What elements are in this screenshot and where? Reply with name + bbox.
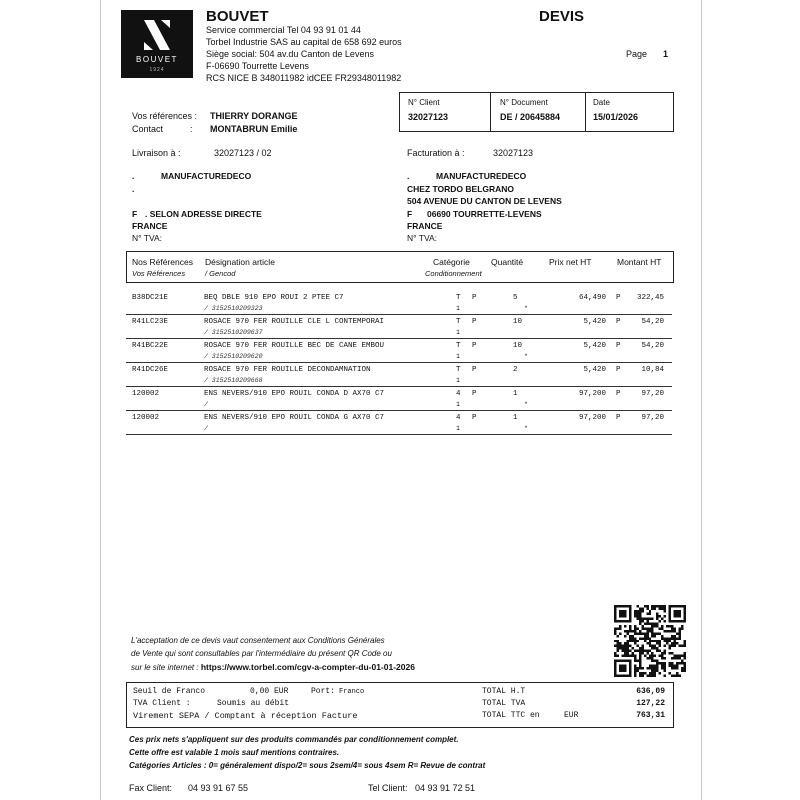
row-star: * [524, 305, 528, 312]
tel-client-value: 04 93 91 72 51 [415, 783, 476, 793]
logo-since-text: 1924 [149, 67, 165, 73]
column-header-categorie: Catégorie [433, 257, 470, 267]
row-reference: B38DC21E [132, 294, 169, 302]
row-quantity: 1 [513, 390, 518, 398]
fax-client-label: Fax Client: [129, 783, 173, 793]
page-number: 1 [663, 49, 669, 59]
table-row [126, 386, 672, 411]
billing-dot: . [407, 171, 410, 181]
payment-terms: Virement SEPA / Comptant à réception Facture [133, 711, 358, 721]
row-unit: P [616, 366, 621, 374]
cgv-line: L'acceptation de ce devis vaut consentement aux Conditions Générales [131, 636, 385, 645]
row-conditionnement: 1 [456, 329, 460, 336]
row-category: T [456, 342, 461, 350]
row-price: 97,200 [578, 414, 606, 422]
billing-country: FRANCE [407, 221, 443, 231]
row-star: * [524, 353, 528, 360]
table-row [126, 290, 672, 315]
seuil-franco-value: 0,00 EUR [250, 687, 289, 696]
row-designation: ROSACE 970 FER ROUILLE CLE L CONTEMPORAI [204, 318, 385, 326]
delivery-country: FRANCE [132, 221, 168, 231]
row-gencod: / 3152510209668 [204, 377, 263, 384]
total-ht-value: 636,09 [636, 687, 665, 696]
billing-country-code: F [407, 209, 413, 219]
facturation-value: 32027123 [493, 148, 534, 158]
table-row [126, 362, 672, 387]
row-price: 97,200 [578, 390, 606, 398]
row-amount: 97,20 [641, 414, 664, 422]
company-line: F-06690 Tourrette Levens [206, 61, 309, 71]
row-reference: 120002 [132, 390, 160, 398]
row-quantity: 10 [513, 318, 523, 326]
logo-brand-text: BOUVET [136, 55, 178, 64]
row-pack: P [472, 318, 477, 326]
total-tva-label: TOTAL TVA [482, 699, 526, 708]
row-category: 4 [456, 414, 461, 422]
column-header-prix: Prix net HT [549, 257, 592, 267]
contact-value: MONTABRUN Emilie [210, 124, 298, 134]
company-line: Siège social: 504 av.du Canton de Levens [206, 49, 374, 59]
row-conditionnement: 1 [456, 353, 460, 360]
table-row [126, 314, 672, 339]
row-pack: P [472, 294, 477, 302]
column-header-refs: Nos Références [132, 257, 193, 267]
tva-client-value: Soumis au débit [217, 699, 290, 708]
row-designation: ROSACE 970 FER ROUILLE BEC DE CANE EMBOU [204, 342, 385, 350]
note-line: Catégories Articles : 0= généralement dispo/2= sous 2sem/4= sous 4sem R= Revue de contrat [129, 761, 486, 770]
company-line: Torbel Industrie SAS au capital de 658 692 euros [206, 37, 402, 47]
delivery-country-code: F [132, 209, 138, 219]
row-category: T [456, 294, 461, 302]
fax-client-value: 04 93 91 67 55 [188, 783, 249, 793]
livraison-value: 32027123 / 02 [214, 148, 272, 158]
total-ttc-value: 763,31 [636, 711, 665, 720]
contact-label: Contact [132, 124, 164, 134]
total-tva-value: 127,22 [636, 699, 665, 708]
row-amount: 97,20 [641, 390, 664, 398]
row-gencod: / [204, 401, 208, 408]
row-unit: P [616, 414, 621, 422]
contact-colon: : [190, 124, 193, 134]
billing-line: 06690 TOURRETTE-LEVENS [427, 209, 542, 219]
row-price: 5,420 [583, 342, 606, 350]
seuil-franco-label: Seuil de Franco [133, 687, 206, 696]
row-conditionnement: 1 [456, 401, 460, 408]
date-value: 15/01/2026 [593, 112, 639, 122]
row-reference: 120002 [132, 414, 160, 422]
row-pack: P [472, 390, 477, 398]
cgv-line [131, 662, 415, 672]
row-star: * [524, 425, 528, 432]
document-number-value: DE / 20645884 [500, 112, 561, 122]
bouvet-logo [121, 10, 193, 78]
billing-tva: N° TVA: [407, 233, 438, 243]
table-row [126, 410, 672, 435]
row-quantity: 1 [513, 414, 518, 422]
row-unit: P [616, 390, 621, 398]
row-amount: 322,45 [636, 294, 664, 302]
row-designation: ENS NEVERS/910 EPO ROUIL CONDA G AX70 C7 [204, 414, 385, 422]
row-pack: P [472, 414, 477, 422]
cgv-url-link[interactable]: https://www.torbel.com/cgv-a-compter-du-01-01-2026 [200, 662, 415, 672]
page-label: Page [626, 49, 648, 59]
cgv-site-label: sur le site internet : [131, 663, 199, 672]
document-title: DEVIS [539, 8, 585, 25]
tel-client-label: Tel Client: [368, 783, 408, 793]
row-designation: ENS NEVERS/910 EPO ROUIL CONDA D AX70 C7 [204, 390, 385, 398]
billing-line: 504 AVENUE DU CANTON DE LEVENS [407, 196, 562, 206]
delivery-dot: . [132, 171, 135, 181]
facturation-label: Facturation à : [407, 148, 465, 158]
row-pack: P [472, 342, 477, 350]
row-conditionnement: 1 [456, 305, 460, 312]
row-category: T [456, 366, 461, 374]
livraison-label: Livraison à : [132, 148, 181, 158]
row-quantity: 10 [513, 342, 523, 350]
column-header-montant: Montant HT [617, 257, 662, 267]
billing-name: MANUFACTUREDECO [436, 171, 527, 181]
qr-code-icon [614, 605, 686, 677]
billing-line: CHEZ TORDO BELGRANO [407, 184, 515, 194]
client-number-value: 32027123 [408, 112, 449, 122]
column-subheader-refs: Vos Références [132, 269, 186, 278]
row-price: 5,420 [583, 318, 606, 326]
row-amount: 10,84 [641, 366, 664, 374]
port-label: Port: [311, 687, 336, 696]
tva-client-label: TVA Client : [133, 699, 191, 708]
row-quantity: 5 [513, 294, 518, 302]
row-reference: R41LC23E [132, 318, 169, 326]
row-quantity: 2 [513, 366, 518, 374]
row-unit: P [616, 342, 621, 350]
row-conditionnement: 1 [456, 377, 460, 384]
document-number-label: N° Document [500, 98, 548, 107]
delivery-address-line: . SELON ADRESSE DIRECTE [145, 209, 262, 219]
port-value: Franco [339, 688, 365, 696]
row-reference: R41DC26E [132, 366, 169, 374]
column-subheader-conditionnement: Conditionnement [425, 269, 482, 278]
column-header-designation: Désignation article [205, 257, 275, 267]
items-table-header [126, 251, 674, 283]
row-amount: 54,20 [641, 342, 664, 350]
row-price: 5,420 [583, 366, 606, 374]
row-unit: P [616, 318, 621, 326]
cgv-line: de Vente qui sont consultables par l'intermédiaire du présent QR Code ou [131, 649, 392, 658]
row-conditionnement: 1 [456, 425, 460, 432]
row-price: 64,490 [578, 294, 606, 302]
company-name: BOUVET [206, 8, 269, 25]
vos-references-value: THIERRY DORANGE [210, 111, 298, 121]
row-gencod: / [204, 425, 208, 432]
row-designation: BEQ DBLE 910 EPO ROUI 2 PTEE C7 [204, 294, 344, 302]
total-ht-label: TOTAL H.T [482, 687, 526, 696]
column-header-quantite: Quantité [491, 257, 524, 267]
vos-references-label: Vos références : [132, 111, 198, 121]
row-category: 4 [456, 390, 461, 398]
document-page [100, 0, 702, 800]
row-category: T [456, 318, 461, 326]
row-pack: P [472, 366, 477, 374]
row-designation: ROSACE 970 FER ROUILLE DECONDAMNATION [204, 366, 371, 374]
row-reference: R41BC22E [132, 342, 169, 350]
client-number-label: N° Client [408, 98, 440, 107]
note-line: Cette offre est valable 1 mois sauf mentions contraires. [129, 748, 340, 757]
company-line: Service commercial Tel 04 93 91 01 44 [206, 25, 361, 35]
row-amount: 54,20 [641, 318, 664, 326]
document-info-box [399, 92, 674, 132]
company-line: RCS NICE B 348011982 idCEE FR29348011982 [206, 73, 402, 83]
row-unit: P [616, 294, 621, 302]
row-gencod: / 3152510209620 [204, 353, 263, 360]
delivery-dot: . [132, 184, 135, 194]
row-gencod: / 3152510209323 [204, 305, 263, 312]
logo-emblem-icon [142, 18, 172, 52]
date-label: Date [593, 98, 610, 107]
totals-box [126, 682, 674, 728]
delivery-name: MANUFACTUREDECO [161, 171, 252, 181]
row-gencod: / 3152510209637 [204, 329, 263, 336]
column-subheader-gencod: / Gencod [205, 269, 236, 278]
table-row [126, 338, 672, 363]
total-ttc-currency: EUR [564, 711, 579, 720]
total-ttc-label: TOTAL TTC en [482, 711, 540, 720]
row-star: * [524, 401, 528, 408]
delivery-tva: N° TVA: [132, 233, 163, 243]
note-line: Ces prix nets s'appliquent sur des produits commandés par conditionnement complet. [129, 735, 459, 744]
